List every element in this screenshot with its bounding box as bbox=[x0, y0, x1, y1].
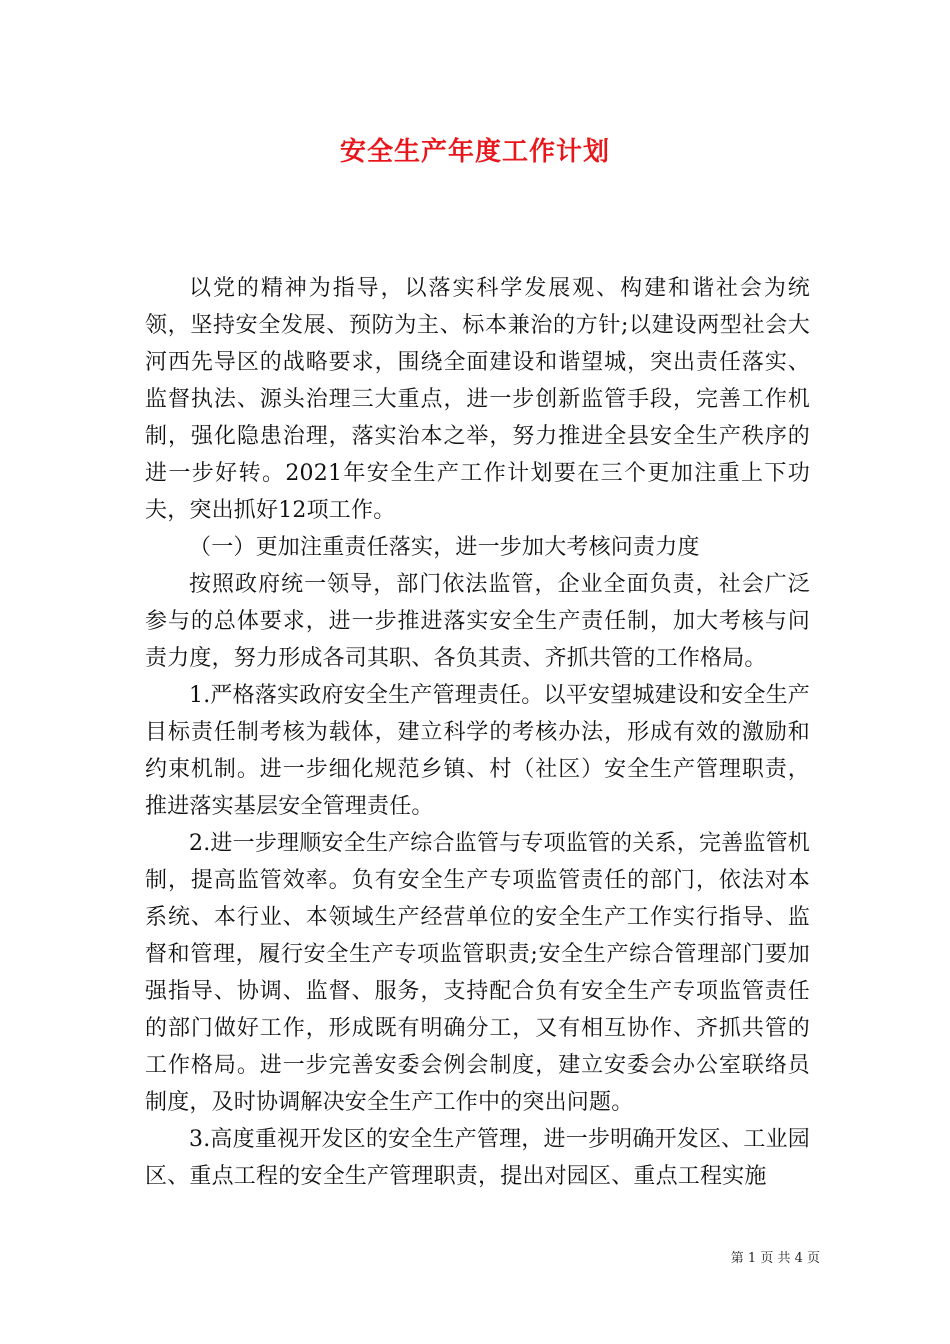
item-1-paragraph: 1.严格落实政府安全生产管理责任。以平安望城建设和安全生产目标责任制考核为载体，建立科学的考核办法，形成有效的激励和约束机制。进一步细化规范乡镇、村（社区）安全生产管理职责，推进落实基层安全管理责任。 bbox=[145, 683, 810, 819]
page-number-footer: 第 1 页 共 4 页 bbox=[730, 1251, 820, 1266]
section-heading-1: （一）更加注重责任落实，进一步加大考核问责力度 bbox=[189, 535, 700, 560]
section-1-overview-paragraph: 按照政府统一领导，部门依法监管，企业全面负责，社会广泛参与的总体要求，进一步推进落实安全生产责任制，加大考核与问责力度，努力形成各司其职、各负其责、齐抓共管的工作格局。 bbox=[145, 572, 810, 671]
document-title: 安全生产年度工作计划 bbox=[339, 137, 610, 167]
item-2-paragraph: 2.进一步理顺安全生产综合监管与专项监管的关系，完善监管机制，提高监管效率。负有安全生产专项监管责任的部门，依法对本系统、本行业、本领域生产经营单位的安全生产工作实行指导、监督和管理，履行安全生产专项监管职责;安全生产综合管理部门要加强指导、协调、监督、服务，支持配合负有安全生产专项监管责任的部门做好工作，形成既有明确分工，又有相互协作、齐抓共管的工作格局。进一步完善安委会例会制度，建立安委会办公室联络员制度，及时协调解决安全生产工作中的突出问题。 bbox=[145, 831, 810, 1115]
intro-paragraph: 以党的精神为指导，以落实科学发展观、构建和谐社会为统领，坚持安全发展、预防为主、标本兼治的方针;以建设两型社会大河西先导区的战略要求，围绕全面建设和谐望城，突出责任落实、监督执法、源头治理三大重点，进一步创新监管手段，完善工作机制，强化隐患治理，落实治本之举，努力推进全县安全生产秩序的进一步好转。2021年安全生产工作计划要在三个更加注重上下功夫，突出抓好12项工作。 bbox=[145, 276, 810, 523]
document-body bbox=[145, 270, 810, 1195]
item-3-paragraph: 3.高度重视开发区的安全生产管理，进一步明确开发区、工业园区、重点工程的安全生产管理职责，提出对园区、重点工程实施 bbox=[145, 1127, 810, 1189]
